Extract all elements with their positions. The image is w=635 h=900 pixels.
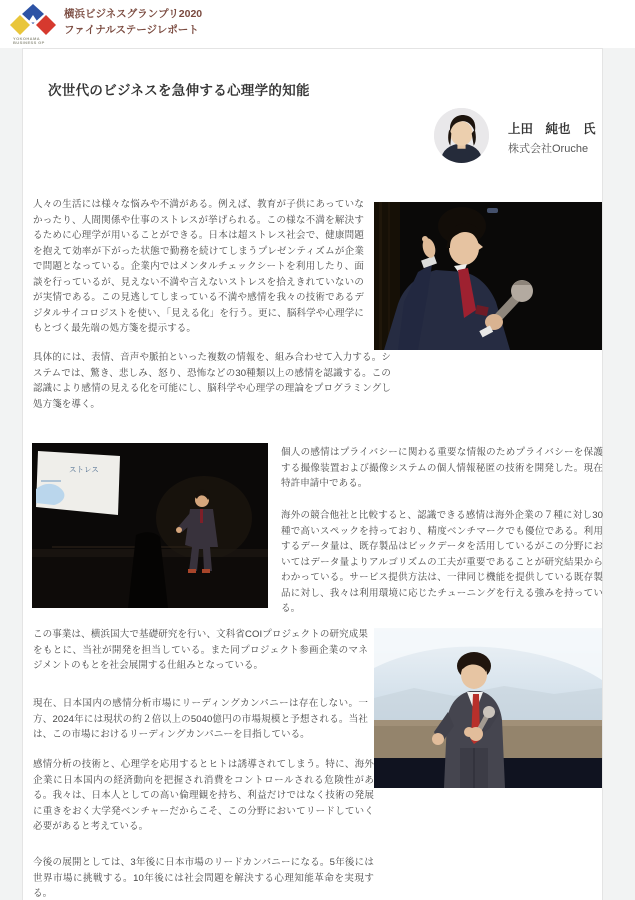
slide-text: ストレス	[69, 465, 99, 474]
article-paragraph-4: 海外の競合他社と比較すると、認識できる感情は海外企業の７種に対し30種で高いスペックを持っており、精度ベンチマークでも優位である。利用するデータ量は、既存製品はビックデータを活用しているがこの分野においてはデータ量よりアルゴリズムの工夫が重要であることが研究結果からわかっている。サービス提供方法は、一律同じ機能を提供している既存製品に対し、我々は利用環境に応じたチューニングを行える強みを持っている。	[281, 510, 603, 614]
photo-speaker-screen	[374, 628, 602, 788]
yokohama-logo-icon	[10, 3, 56, 37]
header-title-line1: 横浜ビジネスグランプリ2020	[64, 8, 203, 20]
article-paragraph-6: 現在、日本国内の感情分析市場にリーディングカンパニーは存在しない。一方、2024年には現状の約２倍以上の5040億円の市場規模と予想される。当社は、この市場におけるリーディングカンパニーを目指している。	[33, 698, 368, 740]
photo-speaker-microphone	[374, 202, 602, 350]
logo-caption-line2: BUSINESS GP	[13, 40, 45, 45]
logo-caption-line1: YOKOHAMA	[13, 36, 40, 41]
header-title-line2: ファイナルステージレポート	[64, 23, 199, 36]
article-paragraph-3: 個人の感情はプライバシーに関わる重要な情報のためプライバシーを保護する撮像装置および撮像システムの個人情報秘匿の技術を開発した。現在特許申請中である。	[281, 447, 603, 489]
stage-wide-photo-icon	[32, 443, 268, 608]
article-paragraph-8: 今後の展開としては、3年後に日本市場のリードカンパニーになる。5年後には世界市場に挑戦する。10年後には社会問題を解決する心理知能革命を実現する。	[33, 857, 374, 899]
logo-caption	[13, 37, 45, 45]
article-paragraph-2: 具体的には、表情、音声や脈拍といった複数の情報を、組み合わせて入力する。システムでは、驚き、悲しみ、怒り、恐怖などの30種類以上の感情を認識する。この認識により感情の見える化を可能にし、脳科学や心理学の理論をプログラミングし処方箋を導く。	[33, 352, 391, 410]
speaker-screen-photo-icon	[374, 628, 602, 788]
article-paragraph-1: 人々の生活には様々な悩みや不満がある。例えば、教育が子供にあっていなかったり、人間関係や仕事のストレスが挙げられる。この様な不満を解決するために心理学が用いることができる。日本は超ストレス社会で、健康問題を抱えて効率が下がった状態で勤務を続けてしまうプレゼンティズムが企業で問題となっている。企業内ではメンタルチェックシートを利用したり、面談を行っているが、見えない不満や言えないストレスを拾えきれていないのが実情である。この見逃してしまっている不満や感情を我々の技術であるデジタルサイコロジストを使い、「見える化」を行う。更に、脳科学や心理学にもとづく最先端の処方箋を提示する。	[33, 199, 364, 334]
yokohama-gp-logo[interactable]	[10, 3, 56, 37]
site-header	[0, 0, 635, 48]
header-title	[64, 7, 202, 38]
page-title: 次世代のビジネスを急伸する心理学的知能	[48, 83, 310, 98]
article-paragraph-5: この事業は、横浜国大で基礎研究を行い、文科省COIプロジェクトの研究成果をもとに、当社が開発を担当している。また同プロジェクト参画企業のマネジメントのもとを社会展開する仕組みとなっている。	[33, 629, 368, 671]
stage-photo-icon	[374, 202, 602, 350]
person-portrait-icon	[434, 108, 489, 163]
author-company: 株式会社Oruche	[508, 143, 589, 155]
article-paragraph-7: 感情分析の技術と、心理学を応用するとヒトは誘導されてしまう。特に、海外企業に日本国内の経済動向を把握され消費をコントロールされる危険性がある。我々は、日本人としての高い倫理観を持ち、利益だけではなく技術の発展に重きをおく大学発ベンチャーだからこそ、この分野においてリードしていく必要があると考えている。	[33, 759, 374, 832]
author-avatar	[434, 108, 489, 163]
author-name: 上田 純也 氏	[508, 122, 596, 136]
photo-stage-wide	[32, 443, 268, 608]
